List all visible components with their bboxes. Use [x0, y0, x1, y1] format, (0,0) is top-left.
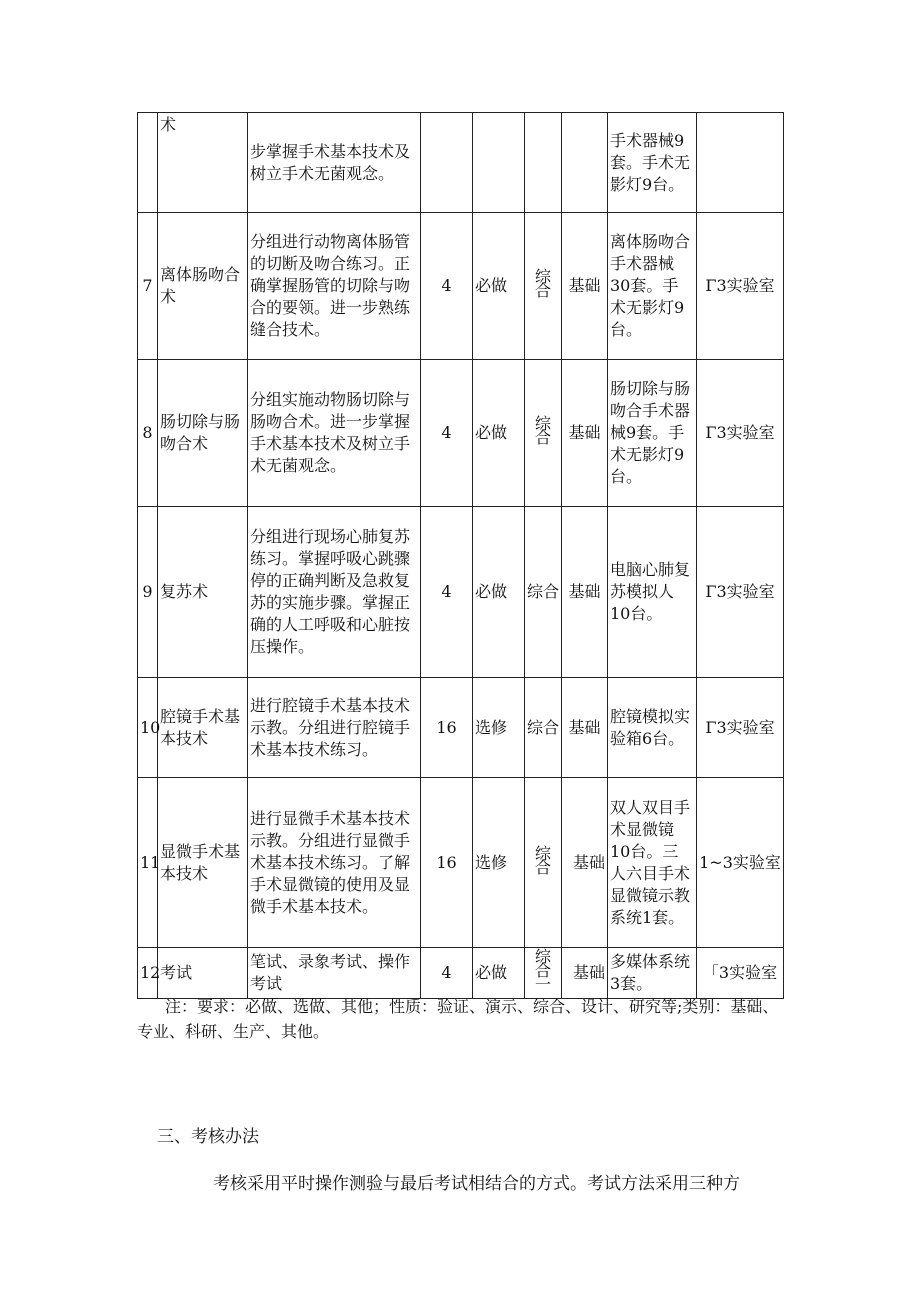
section-heading: 三、考核办法	[157, 1127, 259, 1147]
experiment-content: 进行腔镜手术基本技术示教。分组进行腔镜手术基本技术练习。	[248, 678, 421, 778]
experiment-content: 步掌握手术基本技术及树立手术无菌观念。	[248, 113, 421, 213]
body-paragraph: 考核采用平时操作测验与最后考试相结合的方式。考试方法采用三种方	[213, 1174, 740, 1194]
experiment-table	[137, 112, 784, 999]
laboratory: 「3实验室	[697, 948, 784, 999]
equipment: 电脑心肺复苏模拟人10台。	[608, 507, 697, 678]
requirement: 必做	[473, 213, 525, 360]
table-row	[138, 213, 784, 360]
table-row	[138, 360, 784, 507]
row-number: 9	[138, 507, 158, 678]
equipment: 多媒体系统3套。	[608, 948, 697, 999]
equipment: 双人双目手术显微镜10台。三人六目手术显微镜示教系统1套。	[608, 778, 697, 948]
category: 基础	[562, 948, 608, 999]
category: 基础	[562, 678, 608, 778]
table-row	[138, 948, 784, 999]
row-number: 8	[138, 360, 158, 507]
equipment: 离体肠吻合手术器械30套。手术无影灯9台。	[608, 213, 697, 360]
laboratory: Γ3实验室	[697, 360, 784, 507]
nature	[525, 113, 562, 213]
nature: 综合	[525, 213, 562, 360]
experiment-name: 离体肠吻合术	[158, 213, 248, 360]
nature: 综合	[525, 778, 562, 948]
hours: 16	[421, 778, 473, 948]
category	[562, 113, 608, 213]
table-footnote: 注：要求：必做、选做、其他；性质：验证、演示、综合、设计、研究等;类别：基础、专业、科研、生产、其他。	[137, 997, 779, 1041]
nature: 综合一	[525, 948, 562, 999]
requirement: 必做	[473, 360, 525, 507]
hours: 16	[421, 678, 473, 778]
nature: 综合	[525, 360, 562, 507]
hours: 4	[421, 360, 473, 507]
laboratory: Γ3实验室	[697, 678, 784, 778]
table-row	[138, 113, 784, 213]
category: 基础	[562, 213, 608, 360]
requirement: 选修	[473, 778, 525, 948]
requirement: 选修	[473, 678, 525, 778]
table-row	[138, 678, 784, 778]
laboratory: Γ3实验室	[697, 213, 784, 360]
requirement: 必做	[473, 948, 525, 999]
hours: 4	[421, 213, 473, 360]
requirement	[473, 113, 525, 213]
row-number: 10	[138, 678, 158, 778]
experiment-content: 笔试、录象考试、操作考试	[248, 948, 421, 999]
experiment-name: 腔镜手术基本技术	[158, 678, 248, 778]
table-row	[138, 507, 784, 678]
nature: 综合	[525, 678, 562, 778]
hours	[421, 113, 473, 213]
experiment-name: 肠切除与肠吻合术	[158, 360, 248, 507]
row-number: 7	[138, 213, 158, 360]
experiment-name: 术	[158, 113, 248, 213]
experiment-content: 分组实施动物肠切除与肠吻合术。进一步掌握手术基本技术及树立手术无菌观念。	[248, 360, 421, 507]
row-number: 11	[138, 778, 158, 948]
row-number	[138, 113, 158, 213]
hours: 4	[421, 507, 473, 678]
experiment-name: 显微手术基本技术	[158, 778, 248, 948]
category: 基础	[562, 507, 608, 678]
category: 基础	[562, 360, 608, 507]
experiment-content: 分组进行动物离体肠管的切断及吻合练习。正确掌握肠管的切除与吻合的要领。进一步熟练缝合技术。	[248, 213, 421, 360]
equipment: 腔镜模拟实验箱6台。	[608, 678, 697, 778]
experiment-name: 复苏术	[158, 507, 248, 678]
laboratory: 1~3实验室	[697, 778, 784, 948]
table-row	[138, 778, 784, 948]
experiment-name: 考试	[158, 948, 248, 999]
equipment: 肠切除与肠吻合手术器械9套。手术无影灯9台。	[608, 360, 697, 507]
experiment-content: 进行显微手术基本技术示教。分组进行显微手术基本技术练习。了解手术显微镜的使用及显微手术基本技术。	[248, 778, 421, 948]
row-number: 12	[138, 948, 158, 999]
laboratory: Γ3实验室	[697, 507, 784, 678]
nature: 综合	[525, 507, 562, 678]
equipment: 手术器械9套。手术无影灯9台。	[608, 113, 697, 213]
category: 基础	[562, 778, 608, 948]
laboratory	[697, 113, 784, 213]
hours: 4	[421, 948, 473, 999]
requirement: 必做	[473, 507, 525, 678]
experiment-content: 分组进行现场心肺复苏练习。掌握呼吸心跳骤停的正确判断及急救复苏的实施步骤。掌握正确的人工呼吸和心脏按压操作。	[248, 507, 421, 678]
